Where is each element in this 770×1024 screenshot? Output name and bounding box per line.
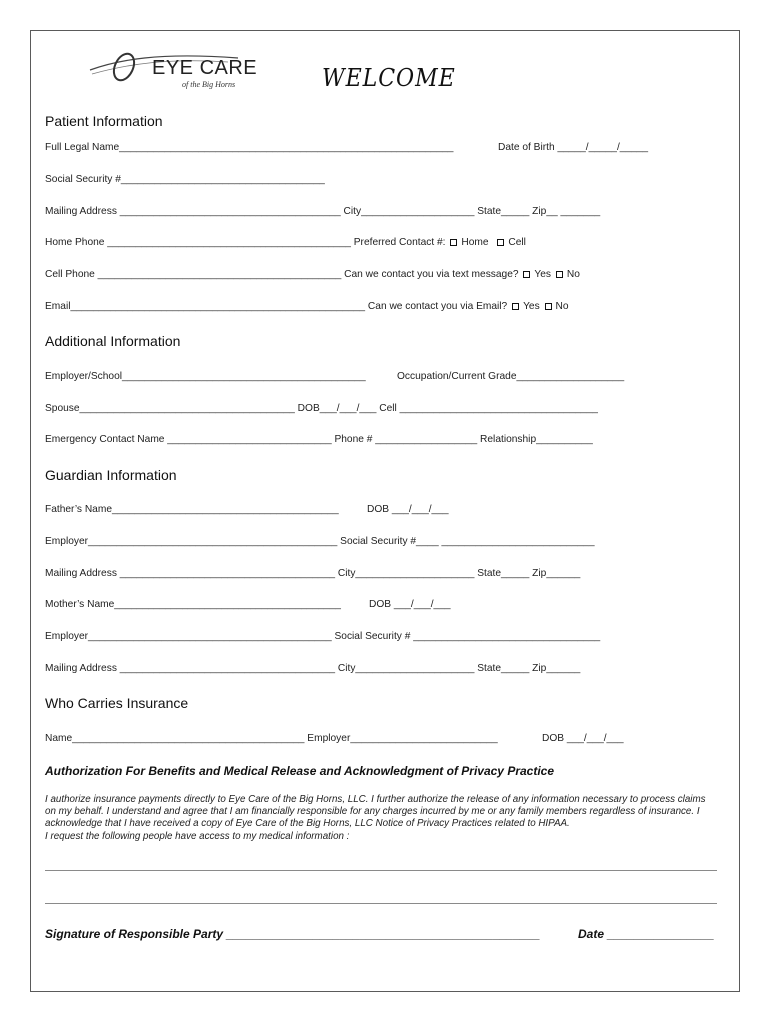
email-field[interactable]: Email____________________________________________________ Can we contact you via Email? xyxy=(45,301,508,312)
guardian-info-heading: Guardian Information xyxy=(45,467,177,483)
cell-phone-field[interactable]: Cell Phone ___________________________________________ Can we contact you via text message? xyxy=(45,269,519,280)
home-phone-row xyxy=(45,237,526,248)
welcome-title: WELCOME xyxy=(322,64,456,92)
email-yes-label: Yes xyxy=(523,301,540,312)
social-security-field[interactable]: Social Security #____________________________________ xyxy=(45,174,325,185)
home-checkbox[interactable] xyxy=(450,239,457,246)
authorization-title: Authorization For Benefits and Medical Release and Acknowledgment of Privacy Practice xyxy=(45,764,555,778)
email-no-label: No xyxy=(555,301,569,312)
cell-checkbox[interactable] xyxy=(497,239,504,246)
father-mailing-row[interactable]: Mailing Address ______________________________________ City_____________________ State_____ Zip______ xyxy=(45,568,581,579)
mother-mailing-row[interactable]: Mailing Address ______________________________________ City_____________________ State_____ Zip______ xyxy=(45,663,581,674)
mother-employer-row[interactable]: Employer___________________________________________ Social Security # _________________________________ xyxy=(45,631,601,642)
signature-date-field[interactable]: Date ________________ xyxy=(578,927,715,941)
home-phone-field[interactable]: Home Phone ___________________________________________ Preferred Contact #: xyxy=(45,237,446,248)
text-no-checkbox[interactable] xyxy=(556,271,563,278)
insurance-heading: Who Carries Insurance xyxy=(45,695,189,711)
logo-brand-text: EYE CARE xyxy=(152,57,258,79)
insurance-dob-field[interactable]: DOB ___/___/___ xyxy=(542,733,624,744)
father-name-field[interactable]: Father’s Name________________________________________ xyxy=(45,504,339,515)
mailing-address-field[interactable]: Mailing Address _______________________________________ City____________________ State_____ Zip__ _______ xyxy=(45,206,601,217)
text-no-label: No xyxy=(566,269,580,280)
spouse-row[interactable]: Spouse______________________________________ DOB___/___/___ Cell ___________________________________ xyxy=(45,403,598,414)
date-of-birth-field[interactable]: Date of Birth _____/_____/_____ xyxy=(498,142,649,153)
cell-option-label: Cell xyxy=(508,237,526,248)
home-option-label: Home xyxy=(461,237,489,248)
access-line-2[interactable] xyxy=(45,903,717,904)
additional-info-heading: Additional Information xyxy=(45,333,181,349)
access-line-1[interactable] xyxy=(45,870,717,871)
cell-phone-row xyxy=(45,269,580,280)
email-yes-checkbox[interactable] xyxy=(512,303,519,310)
full-legal-name-field[interactable]: Full Legal Name___________________________________________________________ xyxy=(45,142,454,153)
father-dob-field[interactable]: DOB ___/___/___ xyxy=(367,504,449,515)
email-no-checkbox[interactable] xyxy=(545,303,552,310)
access-request-text: I request the following people have access to my medical information : xyxy=(45,830,350,842)
employer-school-field[interactable]: Employer/School___________________________________________ xyxy=(45,371,366,382)
mother-name-field[interactable]: Mother’s Name________________________________________ xyxy=(45,599,341,610)
signature-field[interactable]: Signature of Responsible Party _______________________________________________ xyxy=(45,927,541,941)
insurance-name-row[interactable]: Name_________________________________________ Employer__________________________ xyxy=(45,733,498,744)
authorization-text: I authorize insurance payments directly to Eye Care of the Big Horns, LLC. I further authorize the release of any information necessary to process claims on my behalf. I understand and agree that I am financially responsible for any charges incurred by me or any family members regardless of insurance. I acknowledge that I have received a copy of Eye Care of the Big Horns, LLC Notice of Privacy Practices related to HIPAA. xyxy=(45,794,706,830)
mother-dob-field[interactable]: DOB ___/___/___ xyxy=(369,599,451,610)
father-employer-row[interactable]: Employer____________________________________________ Social Security #____ ___________________________ xyxy=(45,536,595,547)
logo-sub-text: of the Big Horns xyxy=(182,80,236,89)
text-yes-checkbox[interactable] xyxy=(523,271,530,278)
email-row xyxy=(45,301,569,312)
emergency-contact-row[interactable]: Emergency Contact Name _____________________________ Phone # __________________ Relationship__________ xyxy=(45,434,593,445)
text-yes-label: Yes xyxy=(534,269,552,280)
authorization-body xyxy=(45,794,717,843)
patient-info-heading: Patient Information xyxy=(45,113,163,129)
occupation-field[interactable]: Occupation/Current Grade___________________ xyxy=(397,371,625,382)
